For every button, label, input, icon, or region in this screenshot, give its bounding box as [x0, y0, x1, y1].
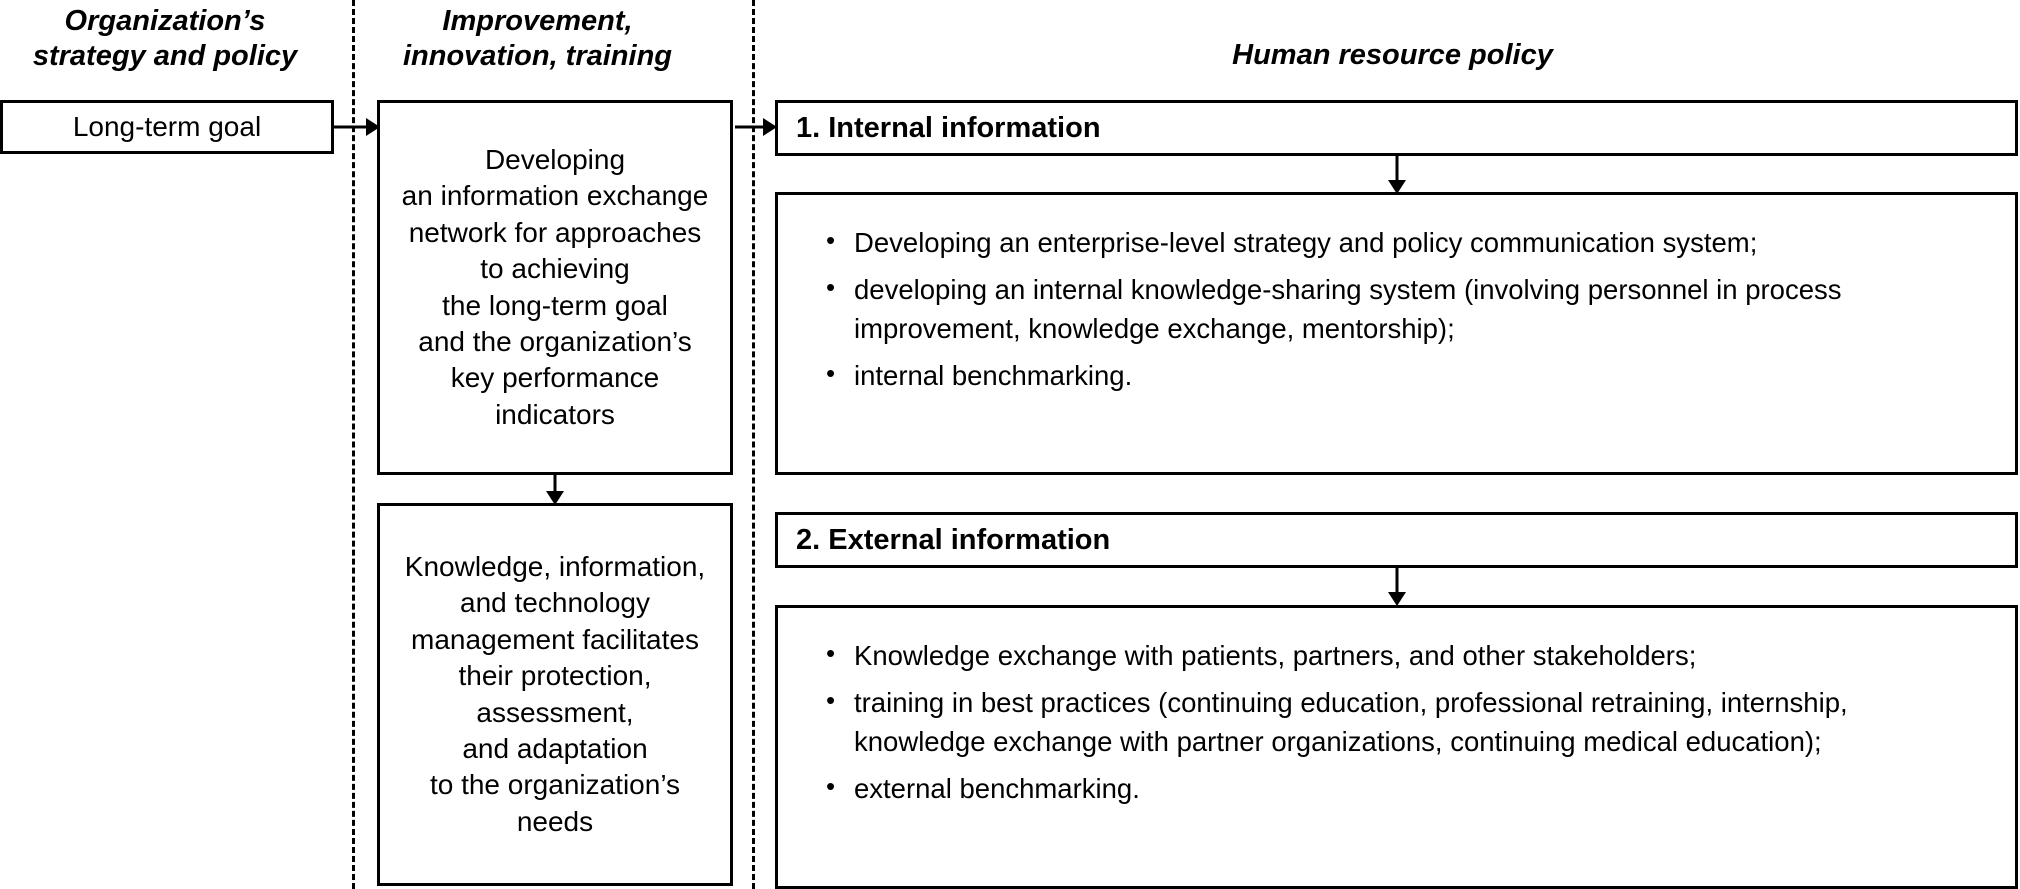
arrow-down-icon: [545, 475, 565, 505]
box-knowledge-management-label: Knowledge, information, and technology management facilitates their protection, assessment, and adaptation to the organization’s needs: [404, 550, 706, 837]
list-item: • external benchmarking.: [826, 769, 1985, 808]
external-information-list: [778, 608, 2015, 808]
box-internal-information-title: [775, 100, 2018, 156]
list-item: • Knowledge exchange with patients, partners, and other stakeholders;: [826, 636, 1985, 675]
external-information-title-label: 2. External information: [796, 523, 1111, 556]
arrow-right-icon: [735, 117, 777, 137]
list-item: • internal benchmarking.: [826, 356, 1985, 395]
arrow-down-icon: [1387, 568, 1407, 606]
arrow-down-icon: [1387, 156, 1407, 194]
list-item: • Developing an enterprise-level strategy and policy communication system;: [826, 223, 1985, 262]
box-knowledge-management: [377, 503, 733, 886]
arrow-right-icon: [334, 117, 380, 137]
box-long-term-goal: [0, 100, 334, 154]
column-header-hr-policy: Human resource policy: [1232, 39, 1553, 71]
column-header-improvement: Improvement, innovation, training: [402, 5, 673, 73]
internal-information-list: [778, 195, 2015, 395]
box-developing-network: [377, 100, 733, 475]
box-internal-information-body: [775, 192, 2018, 475]
box-external-information-body: [775, 605, 2018, 889]
box-developing-network-label: Developing an information exchange network for approaches to achieving the long-term goal and the organization’s key performance indicators: [401, 143, 709, 430]
box-external-information-title: [775, 512, 2018, 568]
internal-information-title-label: 1. Internal information: [796, 111, 1101, 144]
box-long-term-goal-label: Long-term goal: [72, 110, 262, 142]
column-header-strategy: Organization’s strategy and policy: [32, 5, 298, 73]
list-item: • developing an internal knowledge-sharing system (involving personnel in process improvement, knowledge exchange, mentorship);: [826, 270, 1985, 348]
list-item: • training in best practices (continuing education, professional retraining, internship, knowledge exchange with partner organizations, continuing medical education);: [826, 683, 1985, 761]
